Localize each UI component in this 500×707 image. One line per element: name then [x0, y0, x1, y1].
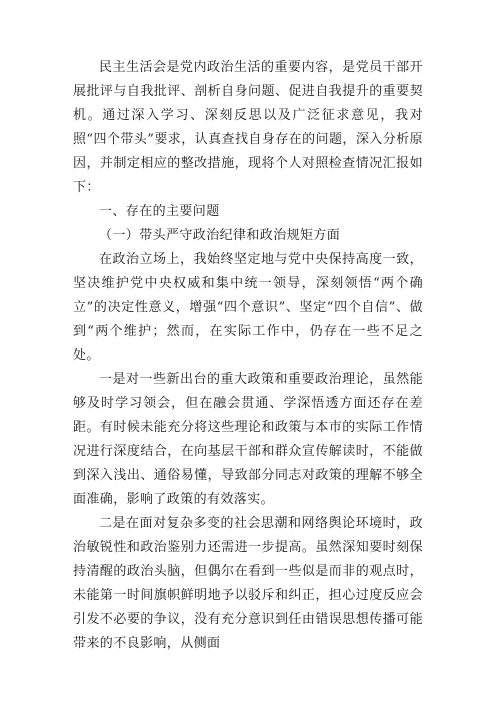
- body-paragraph-political-stance: 在政治立场上，我始终坚定地与党中央保持高度一致，坚决维护党中央权威和集中统一领导，深刻领悟“两个确立”的决定性意义，增强“四个意识”、坚定“四个自信”、做到“两个维护；然而，在实际工作中，仍存在一些不足之处。: [73, 252, 423, 363]
- intro-paragraph: 民主生活会是党内政治生活的重要内容，是党员干部开展批评与自我批评、剖析自身问题、促进自我提升的重要契机。通过深入学习、深刻反思以及广泛征求意见，我对照“四个带头”要求，认真查找自身存在的问题，深入分析原因，并制定相应的整改措施，现将个人对照检查情况汇报如下：: [73, 60, 423, 195]
- body-paragraph-point-one: 一是对一些新出台的重大政策和重要政治理论，虽然能够及时学习领会，但在融会贯通、学深悟透方面还存在差距。有时候未能充分将这些理论和政策与本市的实际工作情况进行深度结合，在向基层干部和群众宣传解读时，不能做到深入浅出、通俗易懂，导致部分同志对政策的理解不够全面准确，影响了政策的有效落实。: [73, 372, 423, 507]
- document-body: [73, 56, 423, 656]
- subsection-heading-political-discipline: （一）带头严守政治纪律和政治规矩方面: [99, 228, 341, 243]
- body-paragraph-point-two: 二是在面对复杂多变的社会思潮和网络舆论环境时，政治敏锐性和政治鉴别力还需进一步提高。虽然深知要时刻保持清醒的政治头脑，但偶尔在看到一些似是而非的观点时，未能第一时间旗帜鲜明地予以驳斥和纠正，担心过度反应会引发不必要的争议，没有充分意识到任由错误思想传播可能带来的不良影响，从侧面: [73, 516, 423, 651]
- section-heading-main-problems: 一、存在的主要问题: [99, 204, 220, 219]
